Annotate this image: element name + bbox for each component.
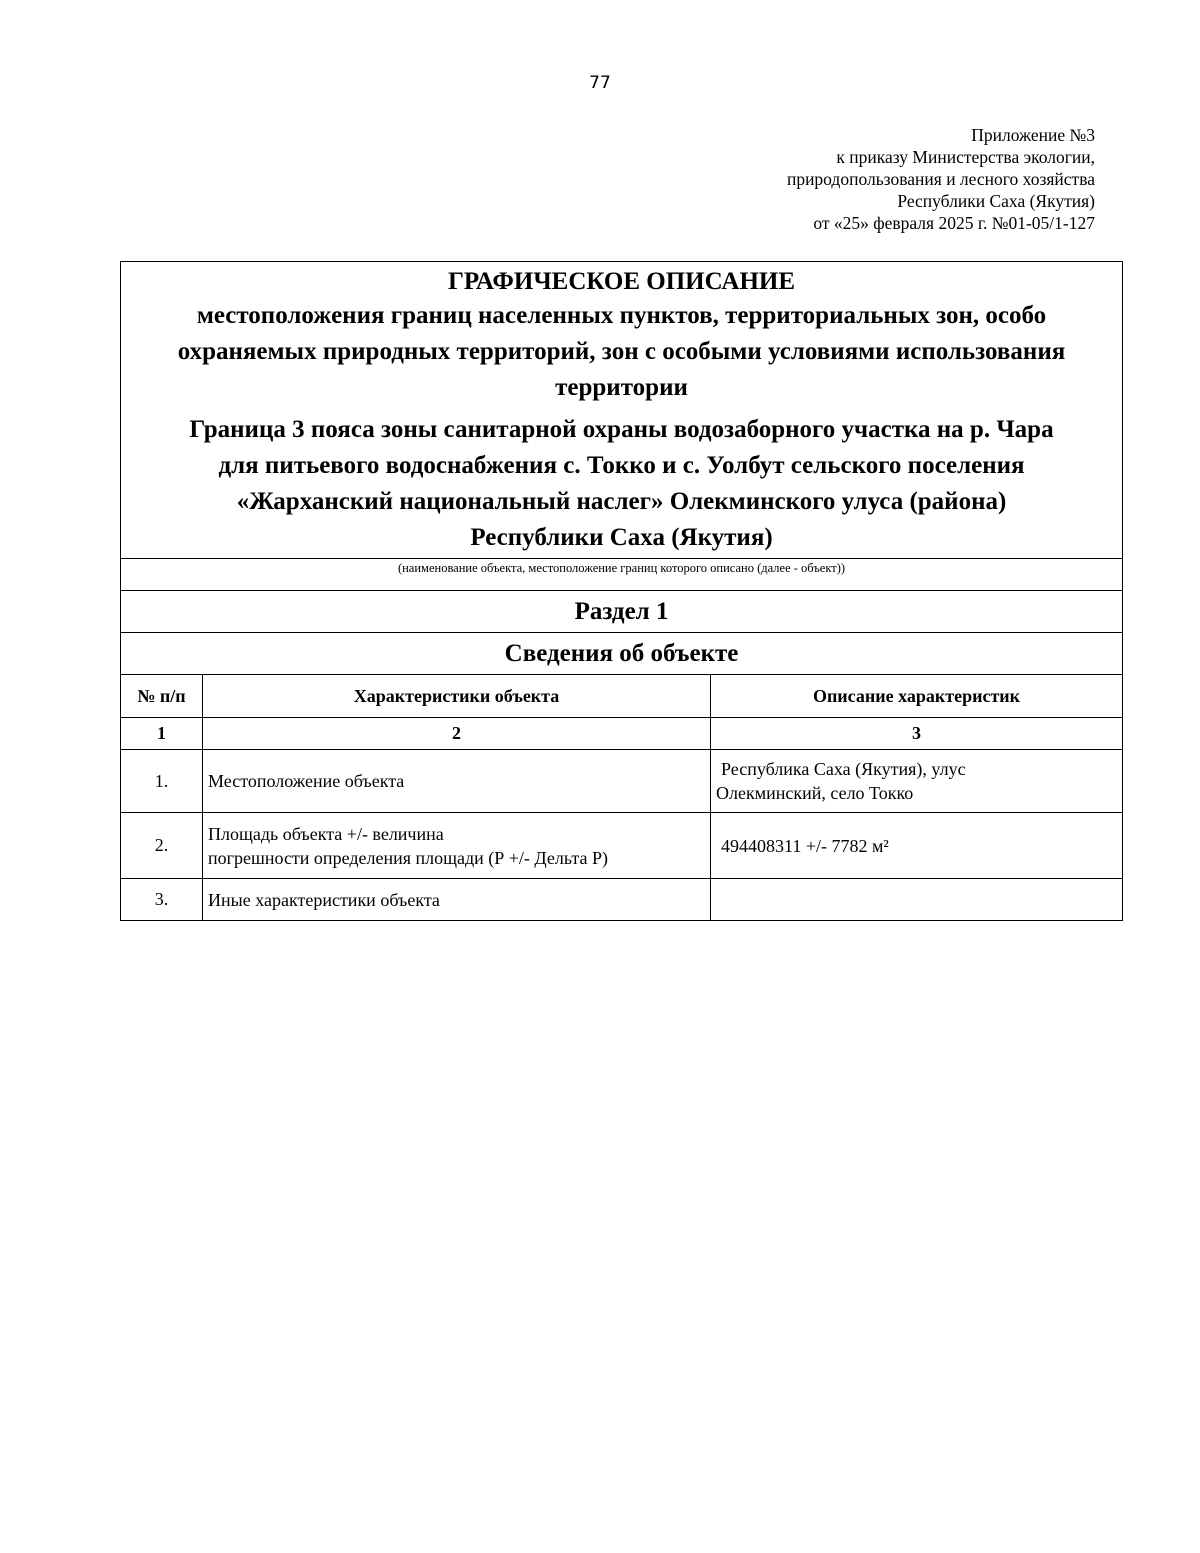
description-line: Республика Саха (Якутия), улус — [721, 759, 966, 779]
appendix-line: природопользования и лесного хозяйства — [786, 169, 1095, 189]
appendix-line: Приложение №3 — [971, 125, 1095, 145]
table-row — [121, 813, 1123, 879]
title-row — [121, 262, 1123, 559]
characteristic-cell — [203, 813, 711, 879]
characteristic-line: Площадь объекта +/- величина — [208, 823, 444, 844]
row-number: 1. — [121, 750, 203, 813]
appendix-header — [787, 124, 1095, 234]
title-subtitle: охраняемых природных территорий, зон с особыми условиями использования — [177, 338, 1066, 365]
column-number: 2 — [203, 718, 711, 750]
page-number: 77 — [589, 73, 611, 93]
object-name: для питьевого водоснабжения с. Токко и с. Уолбут сельского поселения — [218, 452, 1025, 479]
column-header: Характеристики объекта — [203, 675, 711, 718]
object-name: Республики Саха (Якутия) — [470, 524, 773, 551]
title-subtitle: территории — [555, 374, 688, 401]
description-cell — [711, 879, 1123, 921]
description-line: Олекминский, село Токко — [716, 783, 914, 803]
appendix-line: от «25» февраля 2025 г. №01-05/1-127 — [813, 213, 1095, 233]
object-caption: (наименование объекта, местоположение границ которого описано (далее - объект)) — [121, 559, 1123, 591]
section-subtitle: Сведения об объекте — [121, 633, 1123, 675]
description-table — [120, 261, 1123, 921]
object-name: Граница 3 пояса зоны санитарной охраны водозаборного участка на р. Чара — [189, 416, 1054, 443]
appendix-line: к приказу Министерства экологии, — [836, 147, 1095, 167]
column-header: Описание характеристик — [711, 675, 1123, 718]
column-number-row — [121, 718, 1123, 750]
section-title: Раздел 1 — [121, 591, 1123, 633]
column-number: 3 — [711, 718, 1123, 750]
section-subtitle-row — [121, 633, 1123, 675]
area-value: 494408311 +/- 7782 м² — [721, 835, 889, 856]
title-subtitle: местоположения границ населенных пунктов, территориальных зон, особо — [196, 302, 1047, 329]
column-number: 1 — [121, 718, 203, 750]
section-row — [121, 591, 1123, 633]
title-main: ГРАФИЧЕСКОЕ ОПИСАНИЕ — [447, 268, 796, 295]
characteristic-cell: Местоположение объекта — [203, 750, 711, 813]
description-cell — [711, 813, 1123, 879]
table-row — [121, 879, 1123, 921]
document-title — [121, 262, 1123, 559]
object-name: «Жарханский национальный наслег» Олекминского улуса (района) — [236, 488, 1007, 515]
description-cell — [711, 750, 1123, 813]
characteristic-cell: Иные характеристики объекта — [203, 879, 711, 921]
table-header-row — [121, 675, 1123, 718]
appendix-line: Республики Саха (Якутия) — [897, 191, 1095, 211]
column-header: № п/п — [121, 675, 203, 718]
table-row — [121, 750, 1123, 813]
caption-row — [121, 559, 1123, 591]
row-number: 3. — [121, 879, 203, 921]
characteristic-line: погрешности определения площади (Р +/- Дельта Р) — [208, 847, 608, 868]
row-number: 2. — [121, 813, 203, 879]
